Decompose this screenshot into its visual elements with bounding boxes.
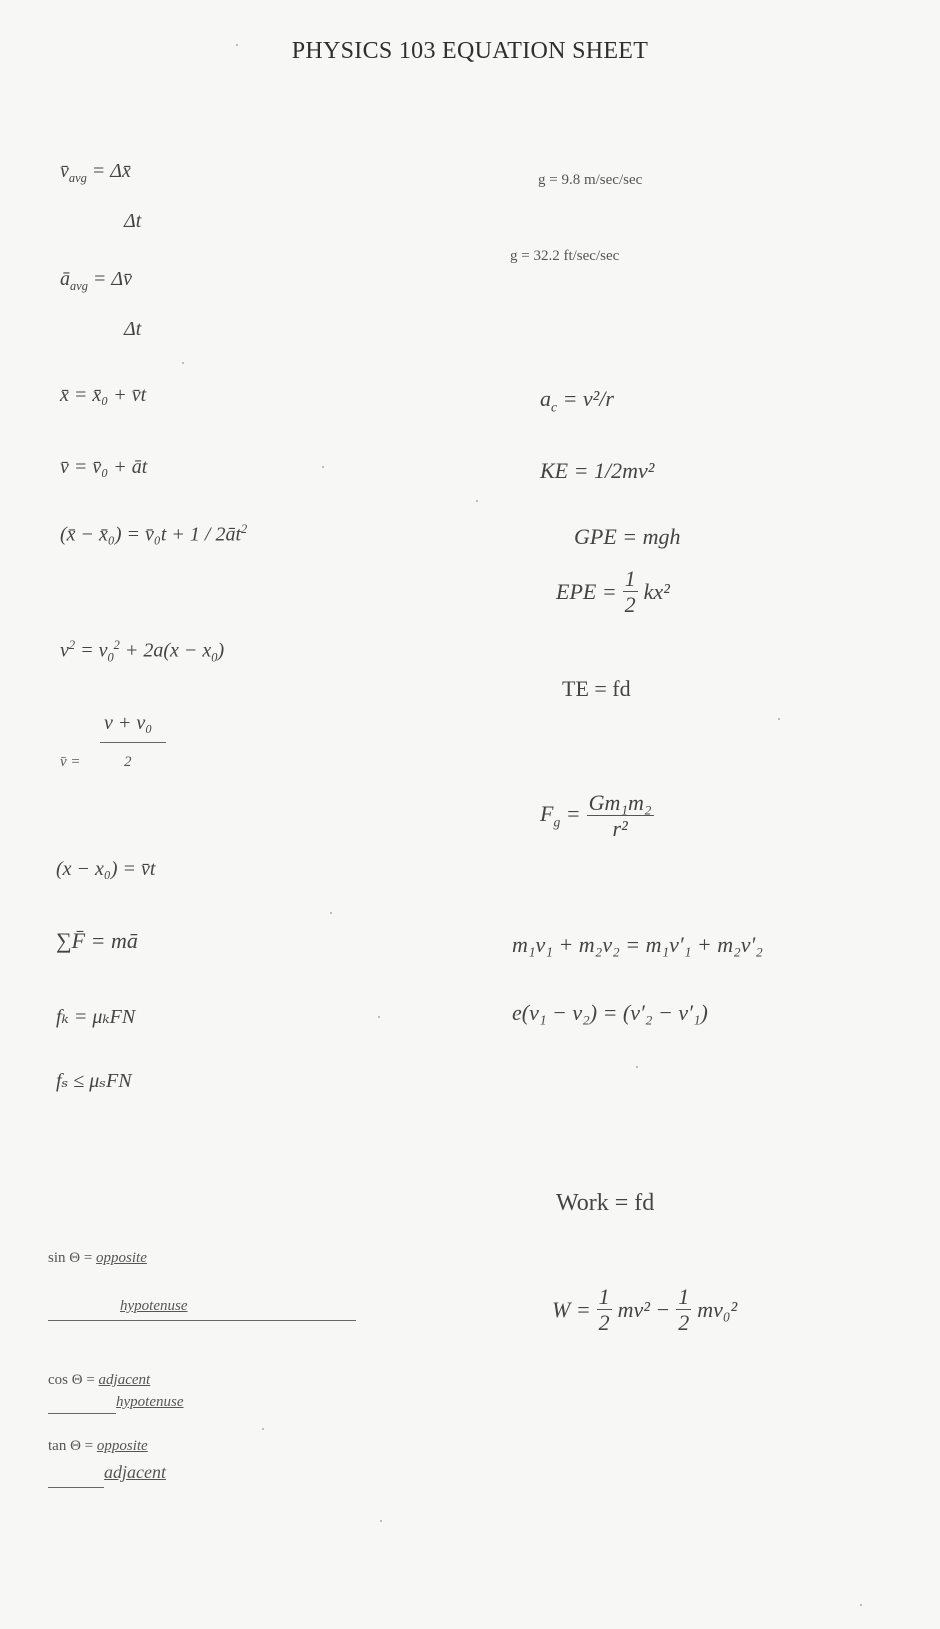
work-energy-num-1: 1 [598,1284,610,1309]
work-energy-fraction-2 [676,1284,691,1336]
scan-speck [860,1604,862,1606]
scan-speck [262,1428,264,1430]
avg-acceleration-subscript: avg [70,279,88,293]
sine-denominator-text: hypotenuse [120,1298,188,1314]
displacement-equation-exponent: 2 [241,522,248,536]
scan-speck [476,500,478,502]
elastic-pe-den: 2 [624,592,636,618]
gravitation-subscript: g [553,814,561,830]
cosine-denominator [116,1394,183,1411]
work-equation: Work = fd [556,1190,655,1216]
gravitation-fraction [587,790,654,842]
vsq-sub-0: 0 [107,650,114,665]
sine-numerator: opposite [96,1250,147,1266]
gravitation-force-equation [540,790,654,842]
centripetal-lhs: a [540,386,551,411]
tangent-label: tan Θ = [48,1438,94,1454]
page-title: PHYSICS 103 EQUATION SHEET [291,38,649,64]
kinetic-friction-equation: fₖ = μₖFN [56,1006,136,1028]
position-equation: x̄ = x̄₀ + v̄t [60,384,147,406]
scan-speck [380,1520,382,1522]
scan-speck [182,362,184,364]
avg-velocity-subscript: avg [68,171,87,185]
gravity-metric: g = 9.8 m/sec/sec [538,172,643,188]
gravitational-pe-equation: GPE = mgh [574,524,681,549]
work-energy-den-1: 2 [598,1310,610,1336]
static-friction-equation: fₛ ≤ μₛFN [56,1070,132,1092]
cosine-denominator-text: hypotenuse [116,1394,184,1410]
gravitation-lhs: F [540,801,554,827]
avg-velocity-denominator: Δt [124,210,142,232]
elastic-pe-rhs: kx² [643,578,670,604]
work-energy-theorem [552,1284,737,1336]
sine-rule-line [48,1320,356,1321]
velocity-equation: v̄ = v̄₀ + āt [60,456,148,478]
mean-velocity-numerator: v + v₀ [104,712,153,734]
avg-acceleration-equation [60,268,132,294]
scan-speck [778,718,780,720]
vsq-part-c: + 2a(x − x [119,639,212,662]
sine-definition [48,1250,147,1267]
work-energy-fraction-1 [597,1284,612,1336]
centripetal-rhs: = v²/r [562,386,614,411]
cosine-definition [48,1372,150,1389]
vsq-exp-1: 2 [68,638,76,652]
elastic-pe-num: 1 [624,566,636,591]
cosine-numerator: adjacent [98,1372,151,1388]
scan-speck [236,44,238,46]
fraction-bar [100,742,166,743]
mean-velocity-lhs: v̄ = [60,754,81,770]
displacement-mean-velocity-equation: (x − x₀) = v̄t [56,858,156,880]
work-energy-den-2: 2 [678,1310,690,1336]
sine-denominator [120,1298,187,1315]
elastic-pe-equation [556,566,670,618]
avg-velocity-numerator: = Δx̄ [91,160,131,182]
tangent-denominator [104,1462,166,1483]
gravitation-lhs-wrap: $F_g$ = [540,801,581,830]
scan-speck [322,466,324,468]
vsq-part-a: v [60,639,69,662]
vsq-part-d: ) [217,639,225,662]
work-energy-num-2: 1 [678,1284,690,1309]
vsq-sub-0b: 0 [211,650,218,665]
gravitation-num: Gm₁m₂ [588,790,652,815]
tangent-denominator-text: adjacent [104,1462,166,1482]
work-energy-lhs: W = [552,1296,591,1322]
kinetic-energy-equation: KE = 1/2mv² [540,458,655,483]
vsq-part-b: = v [75,639,108,662]
centripetal-subscript: c [551,399,558,415]
avg-acceleration-lhs: ā [60,268,70,290]
cosine-rule-line [48,1413,116,1414]
thermal-energy-equation: TE = fd [562,676,631,701]
work-energy-mid: mv² − [617,1296,671,1322]
sine-label: sin Θ = [48,1250,93,1266]
mean-velocity-denominator: 2 [124,754,132,770]
avg-velocity-equation [60,160,131,186]
tangent-definition [48,1438,148,1455]
elastic-pe-fraction [623,566,638,618]
restitution-equation: e(v₁ − v₂) = (v′₂ − v′₁) [512,1000,708,1025]
work-energy-end: mv₀² [697,1296,738,1322]
gravitation-den: r² [612,816,628,842]
avg-acceleration-denominator: Δt [124,318,142,340]
momentum-conservation-equation: m₁v₁ + m₂v₂ = m₁v′₁ + m₂v′₂ [512,932,763,957]
tangent-rule-line [48,1487,104,1488]
scan-speck [378,1016,380,1018]
tangent-numerator: opposite [96,1438,148,1454]
centripetal-acceleration [540,386,614,415]
elastic-pe-lhs: EPE = [556,578,617,604]
displacement-equation [60,522,247,547]
newton-second-law: ∑F̄ = mā [56,928,138,953]
avg-acceleration-numerator: = Δv̄ [92,268,133,290]
vsq-exp-2: 2 [113,638,120,652]
velocity-squared-equation [60,638,224,666]
cosine-label: cos Θ = [48,1372,95,1388]
displacement-equation-body: (x̄ − x̄₀) = v̄₀t + 1 / 2āt [60,523,242,546]
scan-speck [636,1066,638,1068]
avg-velocity-lhs: v̄ [60,160,69,182]
scan-speck [330,912,332,914]
gravity-imperial: g = 32.2 ft/sec/sec [510,248,620,264]
